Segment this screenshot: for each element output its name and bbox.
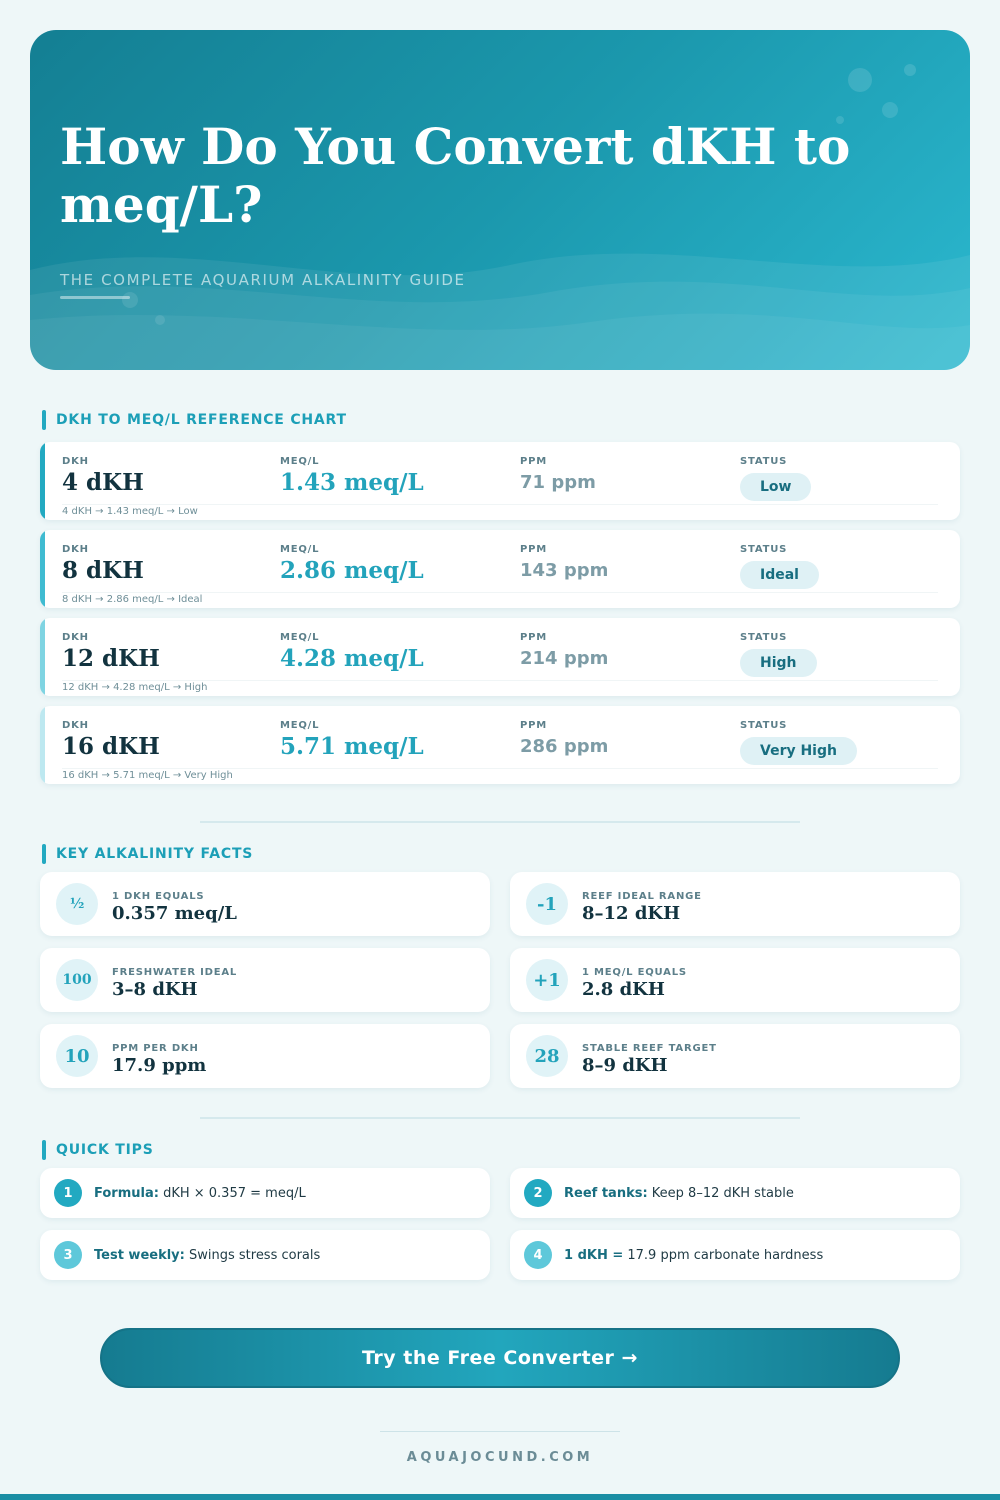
fact-value: 17.9 ppm [112,1055,207,1076]
fact-icon: 28 [526,1035,568,1077]
ppm-value: 71 ppm [520,472,596,493]
tip-text [94,1248,320,1263]
tip-number: 3 [54,1241,82,1269]
fact-label: 1 MEQ/L EQUALS [582,967,687,978]
section-title: DKH TO MEQ/L REFERENCE CHART [56,412,347,428]
fact-card [510,948,960,1012]
ppm-value: 214 ppm [520,648,609,669]
dkh-value: 16 dKH [62,733,160,760]
footer-divider [380,1431,620,1432]
meq-label: MEQ/L [280,720,320,731]
bottom-accent-bar [0,1494,1000,1500]
row-caption: 8 dKH → 2.86 meq/L → Ideal [62,594,203,605]
meq-value: 1.43 meq/L [280,469,424,496]
fact-label: PPM PER DKH [112,1043,199,1054]
fact-label: STABLE REEF TARGET [582,1043,717,1054]
fact-card [40,1024,490,1088]
meq-label: MEQ/L [280,632,320,643]
tip-card [510,1168,960,1218]
page-title: How Do You Convert dKH to meq/L? [60,117,851,234]
fact-icon: -1 [526,883,568,925]
tip-number: 1 [54,1179,82,1207]
tip-body: dKH × 0.357 = meq/L [158,1185,306,1201]
fact-label: FRESHWATER IDEAL [112,967,238,978]
section-title: KEY ALKALINITY FACTS [56,846,254,862]
status-label: STATUS [740,544,788,555]
row-caption: 16 dKH → 5.71 meq/L → Very High [62,770,233,781]
row-accent [40,706,45,784]
footer-site-link[interactable]: AQUAJOCUND.COM [406,1450,594,1465]
fact-value: 2.8 dKH [582,979,665,1000]
row-caption: 12 dKH → 4.28 meq/L → High [62,682,208,693]
section-title: QUICK TIPS [56,1142,154,1158]
tip-heading: Formula: [94,1185,159,1201]
section-divider [200,1117,800,1119]
ppm-value: 143 ppm [520,560,609,581]
row-accent [40,442,45,520]
section-divider [200,821,800,823]
reference-section-header [42,410,347,430]
reference-row [40,442,960,520]
fact-card [510,872,960,936]
dkh-value: 12 dKH [62,645,160,672]
tip-heading: 1 dKH = [564,1247,624,1263]
fact-value: 3–8 dKH [112,979,198,1000]
dkh-value: 4 dKH [62,469,144,496]
meq-label: MEQ/L [280,456,320,467]
fact-label: 1 DKH EQUALS [112,891,205,902]
status-badge: Low [740,473,811,501]
dkh-value: 8 dKH [62,557,144,584]
tip-heading: Reef tanks: [564,1185,648,1201]
dkh-label: DKH [62,632,89,643]
status-badge: Ideal [740,561,819,589]
row-accent [40,618,45,696]
fact-card [510,1024,960,1088]
status-label: STATUS [740,632,788,643]
row-divider [62,592,938,593]
tip-text [94,1186,306,1201]
status-label: STATUS [740,456,788,467]
row-caption: 4 dKH → 1.43 meq/L → Low [62,506,198,517]
fact-icon: ½ [56,883,98,925]
dkh-label: DKH [62,456,89,467]
page-subtitle: THE COMPLETE AQUARIUM ALKALINITY GUIDE [60,271,466,289]
fact-value: 8–9 dKH [582,1055,668,1076]
tip-body: Swings stress corals [184,1247,321,1263]
fact-icon: 100 [56,959,98,1001]
dkh-label: DKH [62,544,89,555]
reference-row [40,618,960,696]
fact-card [40,872,490,936]
fact-value: 8–12 dKH [582,903,681,924]
dkh-label: DKH [62,720,89,731]
status-badge: Very High [740,737,857,765]
fact-icon: +1 [526,959,568,1001]
fact-card [40,948,490,1012]
meq-label: MEQ/L [280,544,320,555]
meq-value: 2.86 meq/L [280,557,424,584]
status-badge: High [740,649,817,677]
try-converter-button[interactable]: Try the Free Converter → [100,1328,900,1388]
tip-card [40,1230,490,1280]
tip-card [40,1168,490,1218]
tip-heading: Test weekly: [94,1247,185,1263]
facts-section-header [42,844,253,864]
tip-text [564,1248,823,1263]
fact-icon: 10 [56,1035,98,1077]
hero-banner [30,30,970,370]
row-divider [62,680,938,681]
section-accent-bar [42,844,46,864]
status-label: STATUS [740,720,788,731]
tip-body: Keep 8–12 dKH stable [647,1185,794,1201]
subtitle-underline [60,296,130,299]
ppm-label: PPM [520,720,548,731]
fact-label: REEF IDEAL RANGE [582,891,702,902]
tip-number: 4 [524,1241,552,1269]
ppm-value: 286 ppm [520,736,609,757]
section-accent-bar [42,1140,46,1160]
ppm-label: PPM [520,544,548,555]
ppm-label: PPM [520,456,548,467]
row-divider [62,768,938,769]
fact-value: 0.357 meq/L [112,903,237,924]
tip-text [564,1186,794,1201]
meq-value: 4.28 meq/L [280,645,424,672]
tip-body: 17.9 ppm carbonate hardness [623,1247,824,1263]
section-accent-bar [42,410,46,430]
ppm-label: PPM [520,632,548,643]
tip-card [510,1230,960,1280]
row-divider [62,504,938,505]
reference-row [40,530,960,608]
tips-section-header [42,1140,154,1160]
row-accent [40,530,45,608]
meq-value: 5.71 meq/L [280,733,424,760]
tip-number: 2 [524,1179,552,1207]
reference-row [40,706,960,784]
